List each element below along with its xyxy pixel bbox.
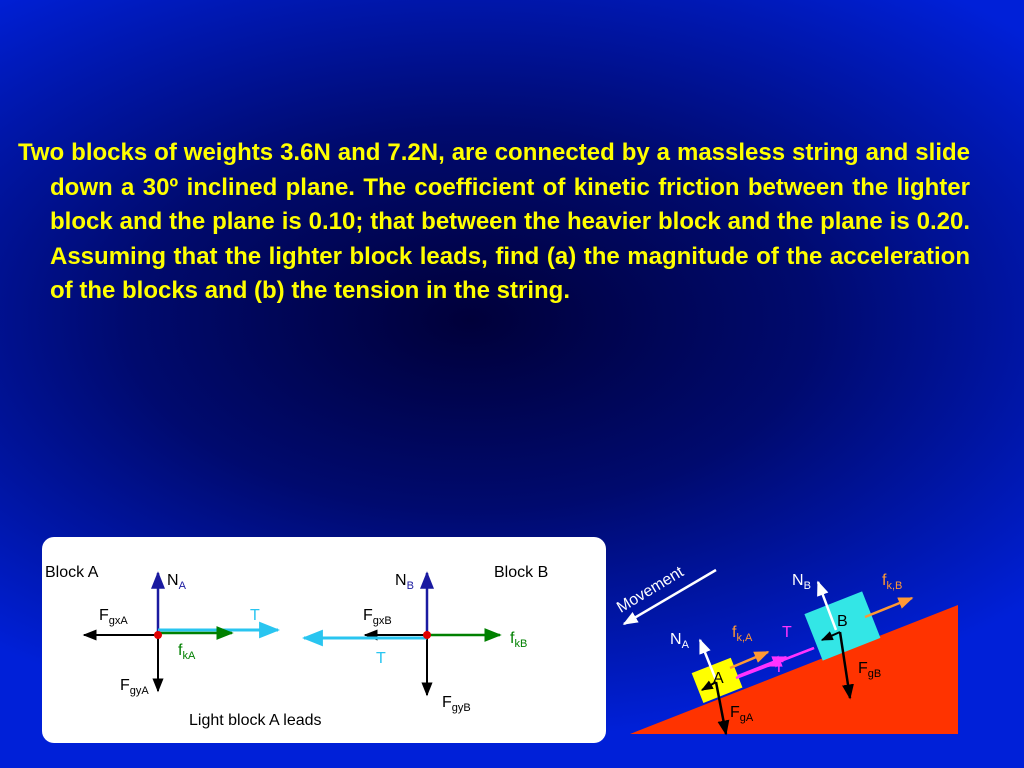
fbd-a-friction-label: $f_{kA}$ bbox=[178, 642, 196, 663]
incline-tension-lower-label: T bbox=[774, 659, 784, 676]
inclined-plane bbox=[630, 605, 958, 734]
fbd-b-normal-label: $N_B$ bbox=[395, 572, 414, 593]
incline-fkb-label: $f_{k,B}$ bbox=[882, 572, 903, 593]
incline-tension-upper-label: T bbox=[782, 624, 792, 641]
incline-friction-b-arrow bbox=[865, 598, 912, 617]
block-a-label: A bbox=[713, 670, 724, 687]
fbd-b-gy-label: $F_{gyB}$ bbox=[442, 694, 471, 715]
fbd-b-tension-label: T bbox=[376, 650, 386, 667]
movement-label: Movement bbox=[614, 563, 687, 617]
fbd-a-tension-label: T bbox=[250, 607, 260, 624]
problem-statement: Two blocks of weights 3.6N and 7.2N, are connected by a massless string and slide down a 30º inclined plane. The coefficient of kinetic friction between the lighter block and the plane is 0.10; that between the heavier block and the plane is 0.20. Assuming that the lighter block leads, find (a) the magnitude of the acceleration of the blocks and (b) the tension in the string. bbox=[18, 139, 970, 304]
block-b-title: Block B bbox=[494, 564, 549, 581]
fbd-b-gx-label: $F_{gxB}$ bbox=[363, 607, 392, 628]
fbd-a-normal-label: $N_A$ bbox=[167, 572, 186, 593]
incline-fgb-label: $F_{gB}$ bbox=[858, 660, 882, 681]
incline-fka-label: $f_{k,A}$ bbox=[732, 624, 753, 645]
incline-nb-label: $N_B$ bbox=[792, 572, 811, 593]
fbd-caption: Light block A leads bbox=[189, 712, 322, 729]
fbd-b-point bbox=[423, 631, 431, 639]
block-b-label: B bbox=[837, 613, 848, 630]
incline-diagram bbox=[610, 540, 1024, 768]
free-body-diagram-panel bbox=[42, 537, 606, 743]
incline-fga-label: $F_{gA}$ bbox=[730, 704, 754, 725]
block-a-title: Block A bbox=[45, 564, 99, 581]
incline-na-label: $N_A$ bbox=[670, 631, 689, 652]
fbd-a-gy-label: $F_{gyA}$ bbox=[120, 677, 149, 698]
fbd-a-gx-label: $F_{gxA}$ bbox=[99, 607, 128, 628]
fbd-a-point bbox=[154, 631, 162, 639]
fbd-b-friction-label: $f_{kB}$ bbox=[510, 630, 528, 651]
